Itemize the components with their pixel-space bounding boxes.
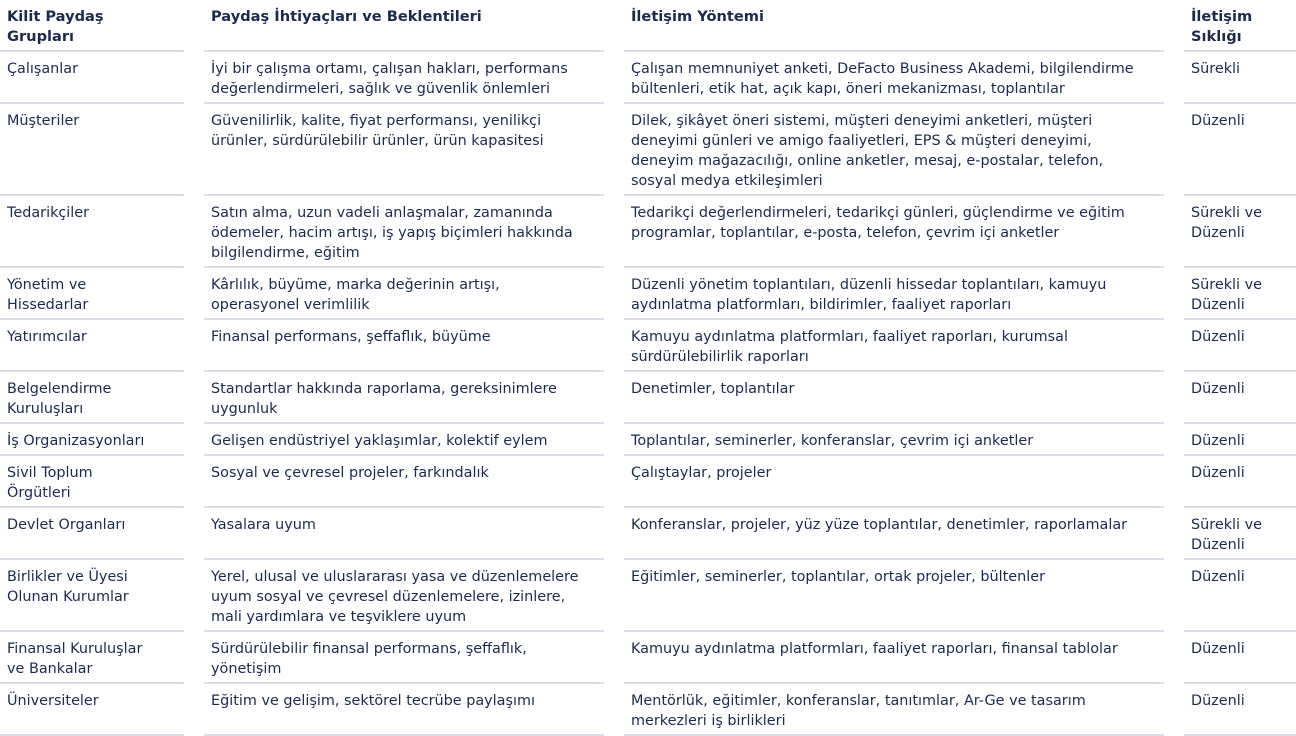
- cell-stakeholder-group: Yönetim ve Hissedarlar: [0, 268, 184, 320]
- cell-communication-frequency: Düzenli: [1184, 424, 1296, 456]
- header-needs-expectations: Paydaş İhtiyaçları ve Beklentileri: [204, 0, 604, 52]
- column-gap: [184, 684, 204, 736]
- cell-stakeholder-group: Finansal Kuruluşlar ve Bankalar: [0, 632, 184, 684]
- cell-needs-expectations: Güvenilirlik, kalite, fiyat performansı, yenilikçi ürünler, sürdürülebilir ürünler, ürün kapasitesi: [204, 104, 604, 196]
- column-gap: [184, 52, 204, 104]
- column-gap: [604, 560, 624, 632]
- column-gap: [1164, 372, 1184, 424]
- cell-communication-method: Dilek, şikâyet öneri sistemi, müşteri deneyimi anketleri, müşteri deneyimi günleri ve amigo faaliyetleri, EPS & müşteri deneyimi, deneyim mağazacılığı, online anketler, mesaj, e-postalar, telefon, sosyal medya etkileşimleri: [624, 104, 1164, 196]
- cell-communication-method: Kamuyu aydınlatma platformları, faaliyet raporları, finansal tablolar: [624, 632, 1164, 684]
- column-gap: [1164, 684, 1184, 736]
- cell-needs-expectations: Sürdürülebilir finansal performans, şeffaflık, yönetişim: [204, 632, 604, 684]
- column-gap: [184, 0, 204, 52]
- cell-communication-frequency: Düzenli: [1184, 320, 1296, 372]
- cell-communication-frequency: Sürekli ve Düzenli: [1184, 268, 1296, 320]
- cell-stakeholder-group: Sivil Toplum Örgütleri: [0, 456, 184, 508]
- cell-communication-frequency: Düzenli: [1184, 104, 1296, 196]
- column-gap: [184, 372, 204, 424]
- cell-needs-expectations: Standartlar hakkında raporlama, gereksinimlere uygunluk: [204, 372, 604, 424]
- cell-needs-expectations: Yerel, ulusal ve uluslararası yasa ve düzenlemelere uyum sosyal ve çevresel düzenlemelere, izinlere, mali yardımlara ve teşviklere uyum: [204, 560, 604, 632]
- cell-stakeholder-group: Müşteriler: [0, 104, 184, 196]
- column-gap: [184, 424, 204, 456]
- cell-communication-method: Tedarikçi değerlendirmeleri, tedarikçi günleri, güçlendirme ve eğitim programlar, toplantılar, e-posta, telefon, çevrim içi anketler: [624, 196, 1164, 268]
- cell-needs-expectations: Satın alma, uzun vadeli anlaşmalar, zamanında ödemeler, hacim artışı, iş yapış biçimleri hakkında bilgilendirme, eğitim: [204, 196, 604, 268]
- cell-needs-expectations: İyi bir çalışma ortamı, çalışan hakları, performans değerlendirmeleri, sağlık ve güvenlik önlemleri: [204, 52, 604, 104]
- column-gap: [1164, 424, 1184, 456]
- column-gap: [604, 424, 624, 456]
- column-gap: [1164, 196, 1184, 268]
- cell-stakeholder-group: Yatırımcılar: [0, 320, 184, 372]
- cell-stakeholder-group: Devlet Organları: [0, 508, 184, 560]
- cell-communication-frequency: Sürekli: [1184, 52, 1296, 104]
- column-gap: [184, 560, 204, 632]
- cell-needs-expectations: Yasalara uyum: [204, 508, 604, 560]
- cell-communication-method: Konferanslar, projeler, yüz yüze toplantılar, denetimler, raporlamalar: [624, 508, 1164, 560]
- cell-communication-method: Düzenli yönetim toplantıları, düzenli hissedar toplantıları, kamuyu aydınlatma platformları, bildirimler, faaliyet raporları: [624, 268, 1164, 320]
- cell-stakeholder-group: Üniversiteler: [0, 684, 184, 736]
- cell-stakeholder-group: Birlikler ve Üyesi Olunan Kurumlar: [0, 560, 184, 632]
- column-gap: [604, 52, 624, 104]
- cell-communication-method: Çalışan memnuniyet anketi, DeFacto Business Akademi, bilgilendirme bültenleri, etik hat, açık kapı, öneri mekanizması, toplantılar: [624, 52, 1164, 104]
- cell-needs-expectations: Gelişen endüstriyel yaklaşımlar, kolektif eylem: [204, 424, 604, 456]
- column-gap: [184, 320, 204, 372]
- header-communication-method: İletişim Yöntemi: [624, 0, 1164, 52]
- column-gap: [1164, 104, 1184, 196]
- column-gap: [604, 508, 624, 560]
- column-gap: [1164, 508, 1184, 560]
- cell-communication-method: Eğitimler, seminerler, toplantılar, ortak projeler, bültenler: [624, 560, 1164, 632]
- column-gap: [1164, 456, 1184, 508]
- column-gap: [604, 320, 624, 372]
- header-stakeholder-group: Kilit Paydaş Grupları: [0, 0, 184, 52]
- column-gap: [604, 104, 624, 196]
- column-gap: [184, 632, 204, 684]
- column-gap: [1164, 0, 1184, 52]
- column-gap: [184, 456, 204, 508]
- cell-communication-frequency: Düzenli: [1184, 456, 1296, 508]
- cell-communication-method: Çalıştaylar, projeler: [624, 456, 1164, 508]
- column-gap: [184, 104, 204, 196]
- cell-communication-method: Denetimler, toplantılar: [624, 372, 1164, 424]
- column-gap: [604, 456, 624, 508]
- cell-stakeholder-group: İş Organizasyonları: [0, 424, 184, 456]
- cell-communication-frequency: Düzenli: [1184, 632, 1296, 684]
- column-gap: [604, 268, 624, 320]
- cell-needs-expectations: Sosyal ve çevresel projeler, farkındalık: [204, 456, 604, 508]
- column-gap: [184, 196, 204, 268]
- column-gap: [1164, 52, 1184, 104]
- cell-needs-expectations: Kârlılık, büyüme, marka değerinin artışı, operasyonel verimlilik: [204, 268, 604, 320]
- cell-stakeholder-group: Tedarikçiler: [0, 196, 184, 268]
- cell-communication-frequency: Sürekli ve Düzenli: [1184, 508, 1296, 560]
- cell-communication-method: Kamuyu aydınlatma platformları, faaliyet raporları, kurumsal sürdürülebilirlik raporları: [624, 320, 1164, 372]
- cell-stakeholder-group: Çalışanlar: [0, 52, 184, 104]
- cell-needs-expectations: Finansal performans, şeffaflık, büyüme: [204, 320, 604, 372]
- column-gap: [184, 268, 204, 320]
- column-gap: [1164, 268, 1184, 320]
- column-gap: [604, 0, 624, 52]
- cell-communication-frequency: Sürekli ve Düzenli: [1184, 196, 1296, 268]
- cell-communication-frequency: Düzenli: [1184, 372, 1296, 424]
- header-communication-frequency: İletişim Sıklığı: [1184, 0, 1296, 52]
- cell-communication-method: Mentörlük, eğitimler, konferanslar, tanıtımlar, Ar-Ge ve tasarım merkezleri iş birlikleri: [624, 684, 1164, 736]
- cell-stakeholder-group: Belgelendirme Kuruluşları: [0, 372, 184, 424]
- column-gap: [1164, 632, 1184, 684]
- cell-needs-expectations: Eğitim ve gelişim, sektörel tecrübe paylaşımı: [204, 684, 604, 736]
- column-gap: [1164, 560, 1184, 632]
- column-gap: [604, 372, 624, 424]
- column-gap: [1164, 320, 1184, 372]
- column-gap: [604, 684, 624, 736]
- cell-communication-method: Toplantılar, seminerler, konferanslar, çevrim içi anketler: [624, 424, 1164, 456]
- column-gap: [184, 508, 204, 560]
- column-gap: [604, 196, 624, 268]
- cell-communication-frequency: Düzenli: [1184, 560, 1296, 632]
- cell-communication-frequency: Düzenli: [1184, 684, 1296, 736]
- column-gap: [604, 632, 624, 684]
